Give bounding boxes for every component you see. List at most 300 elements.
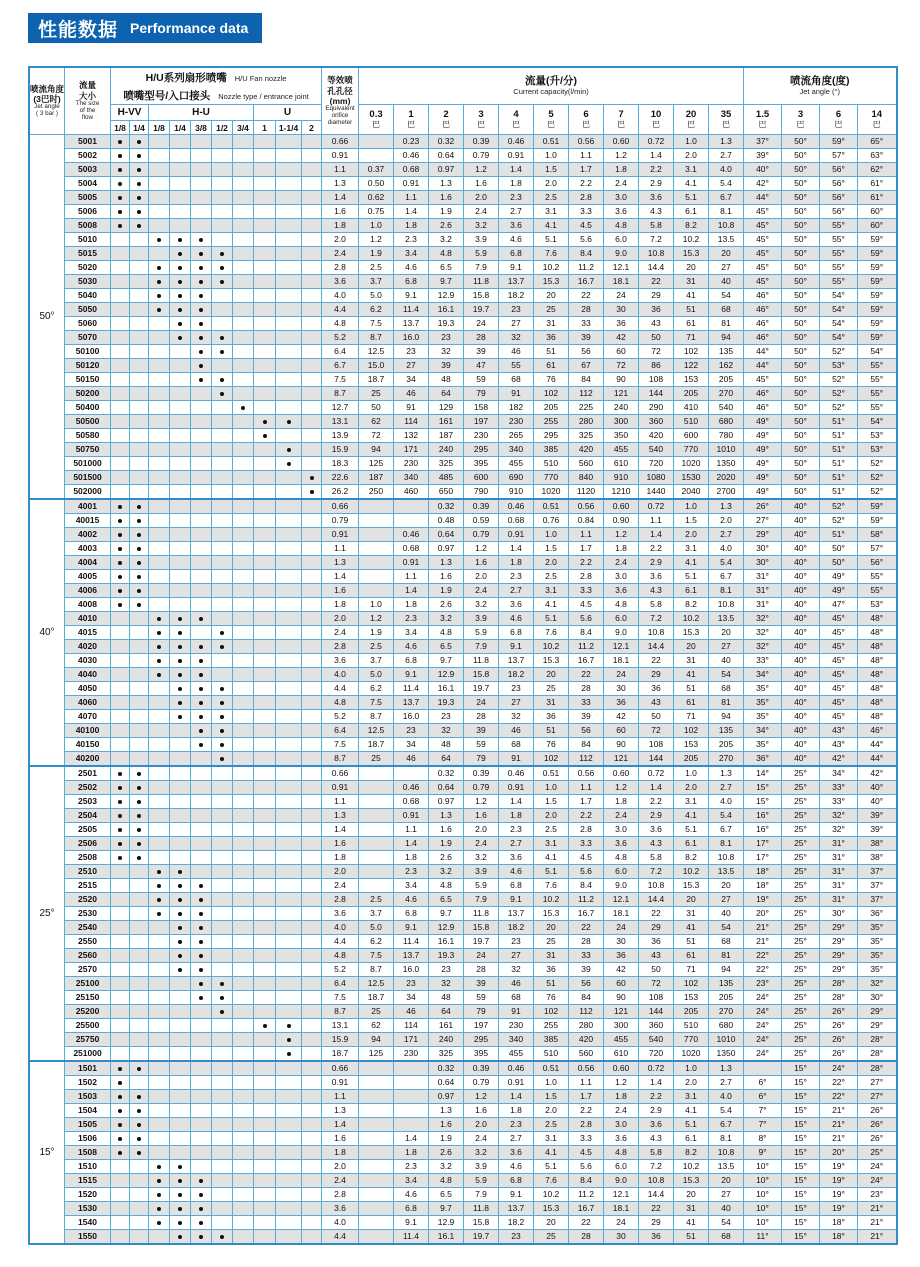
angle-cell: 14°	[744, 766, 782, 781]
orifice-diameter-cell: 13.9	[322, 429, 359, 443]
capacity-cell: 5.4	[709, 556, 744, 570]
capacity-cell: 0.51	[534, 766, 569, 781]
capacity-cell	[394, 1104, 429, 1118]
connection-cell	[233, 373, 254, 387]
capacity-cell: 460	[394, 485, 429, 500]
capacity-cell: 94	[359, 443, 394, 457]
connection-cell	[276, 219, 302, 233]
connection-dot	[118, 1081, 122, 1085]
capacity-cell: 6.2	[359, 682, 394, 696]
angle-cell: 58°	[858, 528, 897, 542]
connection-cell	[191, 177, 212, 191]
connection-cell	[130, 654, 149, 668]
capacity-cell: 2.0	[464, 570, 499, 584]
capacity-cell: 1.4	[639, 149, 674, 163]
connection-cell	[170, 1230, 191, 1245]
angle-cell: 59°	[858, 261, 897, 275]
capacity-cell: 144	[639, 1005, 674, 1019]
capacity-cell: 81	[709, 949, 744, 963]
angle-cell: 54°	[820, 317, 858, 331]
table-row	[29, 485, 897, 500]
angle-cell: 45°	[820, 682, 858, 696]
capacity-cell: 20	[534, 1216, 569, 1230]
connection-cell	[191, 556, 212, 570]
orifice-diameter-cell: 3.6	[322, 275, 359, 289]
connection-cell	[170, 710, 191, 724]
capacity-cell: 3.0	[604, 1118, 639, 1132]
connection-cell	[130, 823, 149, 837]
capacity-cell: 39	[429, 359, 464, 373]
capacity-cell: 7.2	[639, 233, 674, 247]
connection-dot	[178, 1235, 182, 1239]
connection-cell	[254, 724, 276, 738]
capacity-cell: 600	[674, 429, 709, 443]
capacity-cell: 280	[569, 415, 604, 429]
connection-cell	[130, 598, 149, 612]
table-row	[29, 781, 897, 795]
angle-cell: 48°	[858, 612, 897, 626]
capacity-cell: 7.9	[464, 261, 499, 275]
connection-cell	[302, 528, 322, 542]
connection-cell	[302, 1076, 322, 1090]
capacity-cell: 5.1	[674, 1118, 709, 1132]
connection-cell	[233, 612, 254, 626]
connection-dot	[157, 1193, 161, 1197]
connection-cell	[130, 1160, 149, 1174]
capacity-cell: 0.72	[639, 766, 674, 781]
orifice-diameter-cell: 1.8	[322, 219, 359, 233]
table-body	[29, 135, 897, 1245]
capacity-cell: 7.2	[639, 865, 674, 879]
connection-cell	[276, 865, 302, 879]
connection-cell	[276, 710, 302, 724]
capacity-cell: 7.9	[464, 1188, 499, 1202]
capacity-cell: 1.6	[429, 823, 464, 837]
capacity-cell: 7.5	[359, 696, 394, 710]
capacity-cell: 6.8	[394, 1202, 429, 1216]
connection-cell	[111, 443, 130, 457]
connection-cell	[130, 1146, 149, 1160]
connection-cell	[302, 1047, 322, 1062]
capacity-cell: 61	[674, 949, 709, 963]
capacity-cell: 0.50	[359, 177, 394, 191]
connection-dot	[287, 462, 291, 466]
connection-cell	[170, 514, 191, 528]
connection-cell	[233, 1118, 254, 1132]
capacity-cell: 4.8	[429, 626, 464, 640]
angle-cell: 7°	[744, 1104, 782, 1118]
pressure-value: 4	[513, 109, 519, 121]
capacity-cell: 25	[534, 682, 569, 696]
angle-cell: 46°	[744, 289, 782, 303]
capacity-cell: 3.6	[604, 584, 639, 598]
connection-cell	[276, 921, 302, 935]
connection-cell	[212, 766, 233, 781]
connection-cell	[191, 977, 212, 991]
connection-cell	[233, 1230, 254, 1245]
connection-cell	[254, 1230, 276, 1245]
connection-cell	[130, 640, 149, 654]
angle-cell: 50°	[820, 542, 858, 556]
connection-cell	[191, 724, 212, 738]
connection-dot	[118, 505, 122, 509]
capacity-cell: 0.64	[429, 781, 464, 795]
header-jet-angle-deg	[744, 67, 897, 105]
connection-cell	[276, 738, 302, 752]
pressure-value: 3	[797, 109, 804, 121]
connection-cell	[170, 247, 191, 261]
connection-cell	[276, 1132, 302, 1146]
connection-cell	[149, 289, 170, 303]
connection-cell	[276, 275, 302, 289]
model-cell: 1520	[65, 1188, 111, 1202]
capacity-cell: 0.32	[429, 1061, 464, 1076]
capacity-cell: 0.56	[569, 766, 604, 781]
connection-cell	[130, 542, 149, 556]
angle-cell: 55°	[820, 247, 858, 261]
capacity-cell: 0.91	[499, 528, 534, 542]
connection-cell	[111, 640, 130, 654]
connection-cell	[170, 289, 191, 303]
angle-cell: 40°	[782, 584, 820, 598]
capacity-cell: 30	[604, 1230, 639, 1245]
angle-cell: 40°	[782, 752, 820, 767]
connection-dot	[199, 687, 203, 691]
capacity-cell: 2.7	[709, 528, 744, 542]
capacity-cell	[359, 795, 394, 809]
capacity-cell: 125	[359, 457, 394, 471]
angle-cell: 50°	[782, 457, 820, 471]
capacity-cell: 91	[499, 752, 534, 767]
angle-cell: 40°	[744, 163, 782, 177]
angle-cell: 48°	[858, 682, 897, 696]
connection-cell	[212, 401, 233, 415]
connection-dot	[178, 715, 182, 719]
angle-cell: 25°	[782, 865, 820, 879]
connection-cell	[111, 1061, 130, 1076]
angle-cell: 53°	[858, 429, 897, 443]
capacity-cell: 24	[464, 317, 499, 331]
connection-dot	[137, 589, 141, 593]
connection-cell	[212, 696, 233, 710]
connection-cell	[149, 247, 170, 261]
connection-cell	[302, 809, 322, 823]
connection-cell	[233, 1132, 254, 1146]
connection-cell	[149, 1230, 170, 1245]
connection-dot	[199, 926, 203, 930]
connection-cell	[254, 865, 276, 879]
connection-cell	[170, 149, 191, 163]
capacity-cell: 15.3	[534, 1202, 569, 1216]
capacity-cell: 1.4	[499, 542, 534, 556]
connection-cell	[212, 415, 233, 429]
connection-dot	[118, 828, 122, 832]
connection-cell	[170, 1188, 191, 1202]
capacity-cell: 5.1	[534, 1160, 569, 1174]
capacity-cell: 12.1	[604, 893, 639, 907]
capacity-cell: 0.68	[394, 542, 429, 556]
capacity-cell: 7.6	[534, 626, 569, 640]
capacity-cell: 3.1	[534, 205, 569, 219]
connection-cell	[302, 893, 322, 907]
capacity-cell: 3.1	[674, 163, 709, 177]
model-cell: 40100	[65, 724, 111, 738]
capacity-cell: 10.8	[639, 1174, 674, 1188]
connection-cell	[276, 781, 302, 795]
capacity-cell: 5.1	[534, 233, 569, 247]
capacity-cell: 6.8	[394, 907, 429, 921]
connection-cell	[191, 359, 212, 373]
connection-cell	[149, 401, 170, 415]
capacity-cell: 1010	[709, 1033, 744, 1047]
capacity-cell	[359, 135, 394, 149]
header-orifice-en1: Equivalent	[325, 104, 355, 112]
capacity-cell: 1.9	[429, 1132, 464, 1146]
model-cell: 50580	[65, 429, 111, 443]
angle-cell: 55°	[820, 261, 858, 275]
connection-cell	[212, 1202, 233, 1216]
angle-cell: 15°	[782, 1061, 820, 1076]
capacity-cell: 8.4	[569, 247, 604, 261]
connection-cell	[111, 359, 130, 373]
angle-cell: 27°	[858, 1076, 897, 1090]
capacity-cell: 4.6	[499, 233, 534, 247]
angle-cell: 43°	[820, 724, 858, 738]
connection-cell	[254, 331, 276, 345]
capacity-cell: 20	[674, 640, 709, 654]
capacity-cell	[359, 1146, 394, 1160]
capacity-cell: 360	[639, 1019, 674, 1033]
connection-cell	[191, 696, 212, 710]
angle-cell: 29°	[820, 921, 858, 935]
capacity-cell	[394, 1076, 429, 1090]
angle-cell: 6°	[744, 1076, 782, 1090]
capacity-cell: 16.1	[429, 935, 464, 949]
angle-cell: 29°	[820, 949, 858, 963]
capacity-cell: 2.4	[604, 1104, 639, 1118]
connection-dot	[137, 1095, 141, 1099]
capacity-cell: 1.1	[569, 1076, 604, 1090]
connection-cell	[254, 233, 276, 247]
capacity-cell: 102	[674, 724, 709, 738]
capacity-cell: 2.3	[394, 865, 429, 879]
connection-cell	[111, 177, 130, 191]
capacity-cell: 76	[534, 991, 569, 1005]
capacity-cell: 10.2	[534, 893, 569, 907]
connection-cell	[233, 724, 254, 738]
capacity-cell: 41	[674, 921, 709, 935]
table-row	[29, 528, 897, 542]
capacity-cell: 4.3	[639, 205, 674, 219]
capacity-cell: 39	[464, 724, 499, 738]
capacity-cell: 13.5	[709, 1160, 744, 1174]
capacity-cell: 0.51	[534, 499, 569, 514]
capacity-cell: 2.8	[569, 570, 604, 584]
orifice-diameter-cell: 1.6	[322, 1132, 359, 1146]
capacity-cell: 23	[499, 682, 534, 696]
connection-cell	[191, 1005, 212, 1019]
connection-cell	[170, 1146, 191, 1160]
connection-cell	[276, 1202, 302, 1216]
header-pressure-4bar	[499, 105, 534, 135]
angle-cell: 10°	[744, 1202, 782, 1216]
angle-cell: 53°	[858, 598, 897, 612]
connection-cell	[191, 1132, 212, 1146]
connection-cell	[170, 471, 191, 485]
connection-cell	[111, 696, 130, 710]
capacity-cell: 42	[604, 710, 639, 724]
capacity-cell: 1.8	[394, 1146, 429, 1160]
connection-cell	[276, 598, 302, 612]
connection-cell	[212, 373, 233, 387]
capacity-cell: 1210	[604, 485, 639, 500]
capacity-cell: 5.8	[639, 219, 674, 233]
connection-cell	[111, 499, 130, 514]
connection-cell	[149, 485, 170, 500]
connection-dot	[220, 631, 224, 635]
connection-dot	[137, 182, 141, 186]
angle-cell: 44°	[858, 738, 897, 752]
connection-cell	[170, 963, 191, 977]
capacity-cell: 60	[604, 977, 639, 991]
capacity-cell: 0.39	[464, 135, 499, 149]
pressure-value: 0.3	[369, 109, 383, 121]
capacity-cell: 27	[709, 640, 744, 654]
capacity-cell: 1.3	[709, 499, 744, 514]
angle-cell: 52°	[820, 345, 858, 359]
angle-cell: 52°	[820, 401, 858, 415]
capacity-cell: 46	[394, 752, 429, 767]
capacity-cell: 1020	[534, 485, 569, 500]
connection-cell	[254, 542, 276, 556]
connection-cell	[212, 1174, 233, 1188]
angle-cell: 33°	[820, 795, 858, 809]
capacity-cell: 3.4	[394, 247, 429, 261]
capacity-cell: 39	[569, 710, 604, 724]
capacity-cell: 300	[604, 1019, 639, 1033]
capacity-cell: 1.5	[534, 795, 569, 809]
capacity-cell: 135	[709, 724, 744, 738]
angle-cell: 29°	[858, 1019, 897, 1033]
header-nozzle-en1: H/U Fan nozzle	[234, 74, 287, 83]
angle-cell: 30°	[820, 907, 858, 921]
angle-cell: 15°	[782, 1216, 820, 1230]
connection-cell	[302, 752, 322, 767]
capacity-cell: 455	[499, 1047, 534, 1062]
connection-cell	[130, 851, 149, 865]
connection-cell	[233, 149, 254, 163]
capacity-cell: 7.6	[534, 247, 569, 261]
header-size-1/2: 1/2	[212, 121, 233, 135]
connection-dot	[199, 743, 203, 747]
angle-cell: 55°	[820, 219, 858, 233]
capacity-cell: 50	[639, 331, 674, 345]
capacity-cell: 12.5	[359, 724, 394, 738]
capacity-cell: 910	[604, 471, 639, 485]
model-cell: 1503	[65, 1090, 111, 1104]
angle-cell: 24°	[744, 1005, 782, 1019]
connection-cell	[254, 710, 276, 724]
connection-cell	[191, 191, 212, 205]
angle-cell: 59°	[858, 233, 897, 247]
capacity-cell: 36	[639, 935, 674, 949]
table-row	[29, 1061, 897, 1076]
connection-cell	[254, 752, 276, 767]
connection-cell	[233, 275, 254, 289]
group-angle-label: 50°	[29, 135, 65, 500]
connection-cell	[233, 303, 254, 317]
bar-unit-label: 巴	[442, 119, 451, 129]
connection-cell	[149, 415, 170, 429]
connection-cell	[276, 1005, 302, 1019]
connection-cell	[170, 191, 191, 205]
capacity-cell	[359, 556, 394, 570]
capacity-cell: 31	[534, 317, 569, 331]
capacity-cell: 1.6	[464, 556, 499, 570]
connection-cell	[276, 163, 302, 177]
connection-dot	[137, 1137, 141, 1141]
capacity-cell	[359, 879, 394, 893]
connection-cell	[191, 1202, 212, 1216]
capacity-cell: 6.8	[499, 626, 534, 640]
connection-cell	[149, 135, 170, 149]
connection-cell	[191, 1033, 212, 1047]
capacity-cell: 3.1	[674, 542, 709, 556]
capacity-cell: 1.6	[429, 1118, 464, 1132]
capacity-cell: 3.2	[429, 612, 464, 626]
connection-cell	[233, 626, 254, 640]
capacity-cell: 68	[709, 935, 744, 949]
capacity-cell: 4.3	[639, 584, 674, 598]
connection-cell	[130, 331, 149, 345]
table-row	[29, 1104, 897, 1118]
connection-cell	[254, 977, 276, 991]
capacity-cell: 30	[604, 303, 639, 317]
connection-cell	[191, 331, 212, 345]
capacity-cell: 1.4	[639, 781, 674, 795]
capacity-cell: 29	[639, 1216, 674, 1230]
pressure-value: 20	[685, 109, 697, 121]
capacity-cell: 2.4	[604, 177, 639, 191]
header-orifice-zh1: 等效喷	[327, 75, 353, 86]
capacity-cell: 5.6	[569, 233, 604, 247]
bar-unit-label: 巴	[512, 119, 521, 129]
connection-dot	[137, 1123, 141, 1127]
connection-cell	[254, 429, 276, 443]
connection-cell	[302, 177, 322, 191]
table-row	[29, 345, 897, 359]
capacity-cell: 42	[604, 331, 639, 345]
connection-cell	[212, 640, 233, 654]
capacity-cell: 3.6	[499, 598, 534, 612]
connection-cell	[170, 1118, 191, 1132]
capacity-cell: 9.0	[604, 626, 639, 640]
capacity-cell: 340	[394, 471, 429, 485]
capacity-cell: 2.0	[534, 1104, 569, 1118]
angle-cell: 15°	[782, 1188, 820, 1202]
connection-cell	[276, 1118, 302, 1132]
capacity-cell: 240	[429, 443, 464, 457]
connection-cell	[170, 1033, 191, 1047]
connection-cell	[191, 1216, 212, 1230]
table-row	[29, 205, 897, 219]
connection-cell	[212, 1104, 233, 1118]
capacity-cell: 295	[464, 443, 499, 457]
capacity-cell: 6.5	[429, 640, 464, 654]
orifice-diameter-cell: 15.9	[322, 1033, 359, 1047]
capacity-cell: 144	[639, 752, 674, 767]
connection-cell	[130, 668, 149, 682]
